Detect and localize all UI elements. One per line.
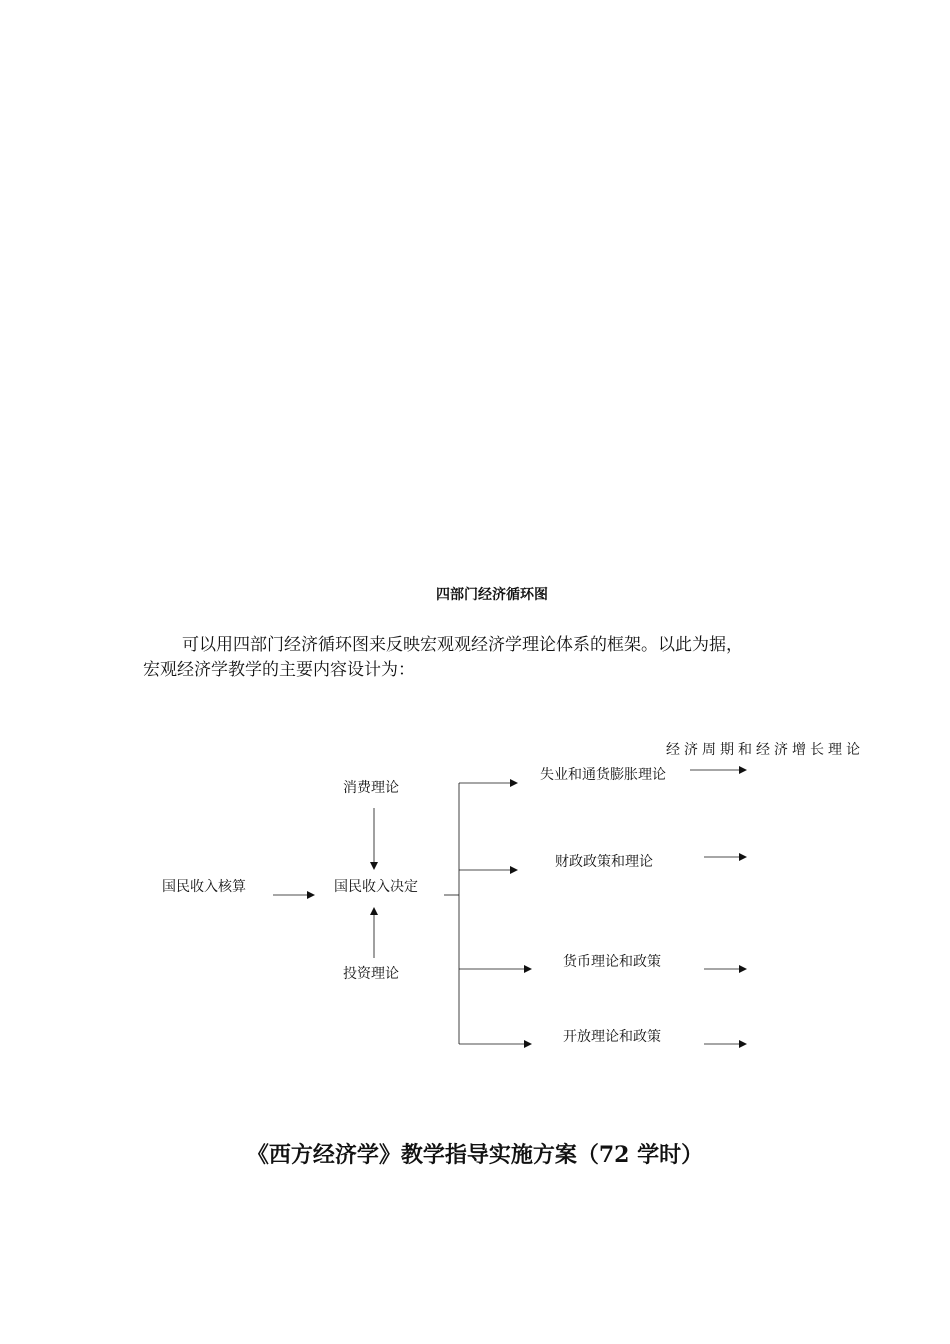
node-investment-theory: 投资理论: [343, 966, 399, 982]
intro-paragraph-line-1: 可以用四部门经济循环图来反映宏观观经济学理论体系的框架。以此为据，: [182, 635, 743, 655]
node-consumption-theory: 消费理论: [343, 780, 399, 796]
document-title: 《西方经济学》教学指导实施方案（72 学时）: [246, 1142, 704, 1168]
node-monetary-theory-policy: 货币理论和政策: [563, 954, 661, 970]
figure-caption: 四部门经济循环图: [436, 587, 548, 603]
intro-paragraph-line-2: 宏观经济学教学的主要内容设计为：: [143, 660, 415, 680]
node-unemployment-inflation: 失业和通货膨胀理论: [540, 767, 666, 783]
node-national-income-determination: 国民收入决定: [334, 879, 418, 895]
node-national-income-accounting: 国民收入核算: [162, 879, 246, 895]
node-fiscal-policy: 财政政策和理论: [555, 854, 653, 870]
node-open-economy: 开放理论和政策: [563, 1029, 661, 1045]
node-business-cycle-growth: 经济周期和经济增长理论: [666, 742, 864, 758]
